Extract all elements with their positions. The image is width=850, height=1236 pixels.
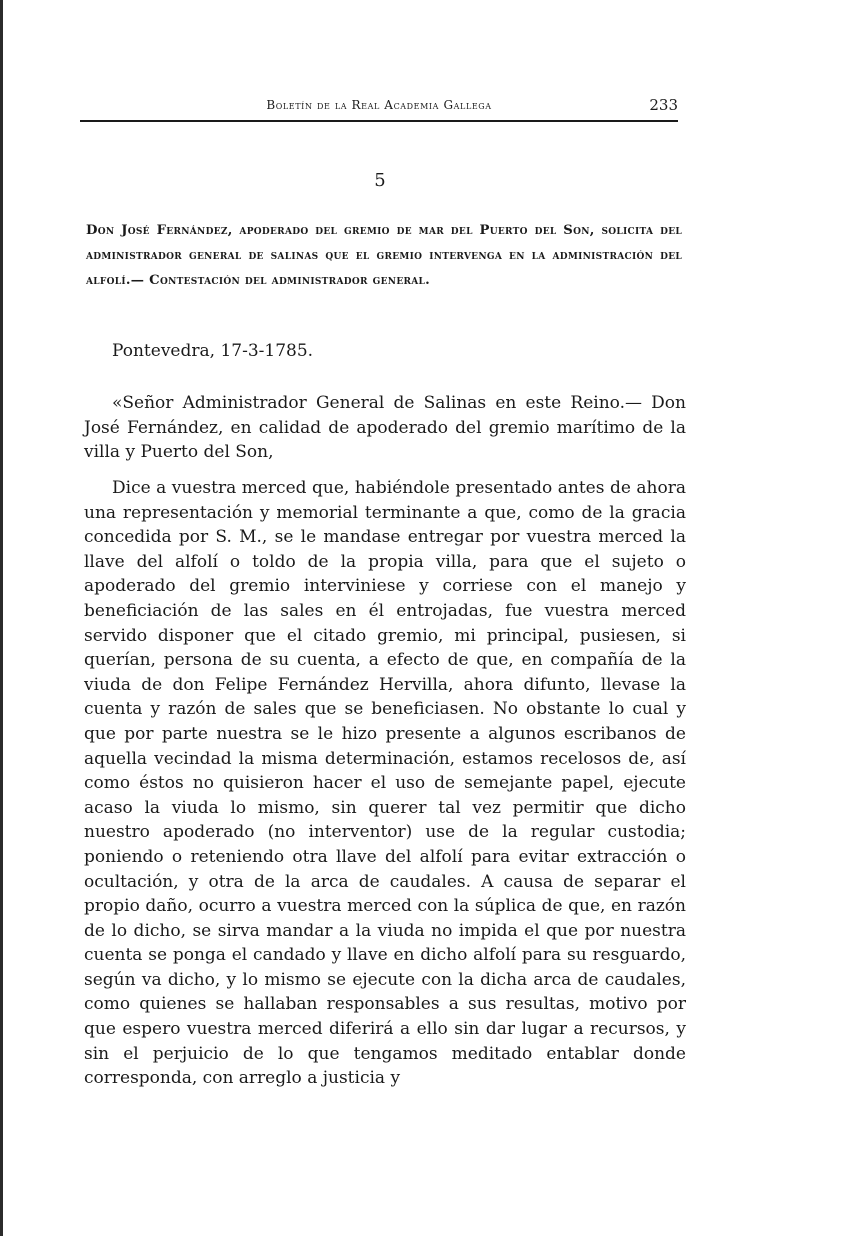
running-title: Boletín de la Real Academia Gallega <box>266 98 492 112</box>
document-heading: Don José Fernández, apoderado del gremio de mar del Puerto del Son, solicita del administrador general de salinas que el gremio intervenga en la administración del alfolí.— Contestación del administrador general. <box>86 223 682 288</box>
page-number: 233 <box>649 96 678 114</box>
section-number: 5 <box>374 170 386 191</box>
header-rule <box>80 120 678 122</box>
letter-opening-paragraph: «Señor Administrador General de Salinas en este Reino.— Don José Fernández, en calidad de apoderado del gremio marítimo de la villa y Puerto del Son, <box>84 393 686 463</box>
date-line: Pontevedra, 17-3-1785. <box>112 341 314 361</box>
letter-body-paragraph: Dice a vuestra merced que, habiéndole presentado antes de ahora una representación y memorial terminante a que, como de la gracia concedida por S. M., se le mandase entregar por vuestra merced la llave del alfolí o toldo de la propia villa, para que el sujeto o apoderado del gremio interviniese y corriese con el manejo y beneficiación de las sales en él entrojadas, fue vuestra merced servido disponer que el citado gremio, mi principal, pusiesen, si querían, persona de su cuenta, a efecto de que, en compañía de la viuda de don Felipe Fernández Hervilla, ahora difunto, llevase la cuenta y razón de sales que se beneficiasen. No obstante lo cual y que por parte nuestra se le hizo presente a algunos escribanos de aquella vecindad la misma determinación, estamos recelosos de, así como éstos no quisieron hacer el uso de semejante papel, ejecute acaso la viuda lo mismo, sin querer tal vez permitir que dicho nuestro apoderado (no interventor) use de la regular custodia; poniendo o reteniendo otra llave del alfolí para evitar extracción o ocultación, y otra de la arca de caudales. A causa de separar el propio daño, ocurro a vuestra merced con la súplica de que, en razón de lo dicho, se sirva mandar a la viuda no impida el que por nuestra cuenta se ponga el candado y llave en dicho alfolí para su resguardo, según va dicho, y lo mismo se ejecute con la dicha arca de caudales, como quienes se hallaban responsables a sus resultas, motivo por que espero vuestra merced diferirá a ello sin dar lugar a recursos, y sin el perjuicio de lo que tengamos meditado entablar donde corresponda, con arreglo a justicia y <box>84 478 686 1089</box>
running-head <box>80 96 678 118</box>
